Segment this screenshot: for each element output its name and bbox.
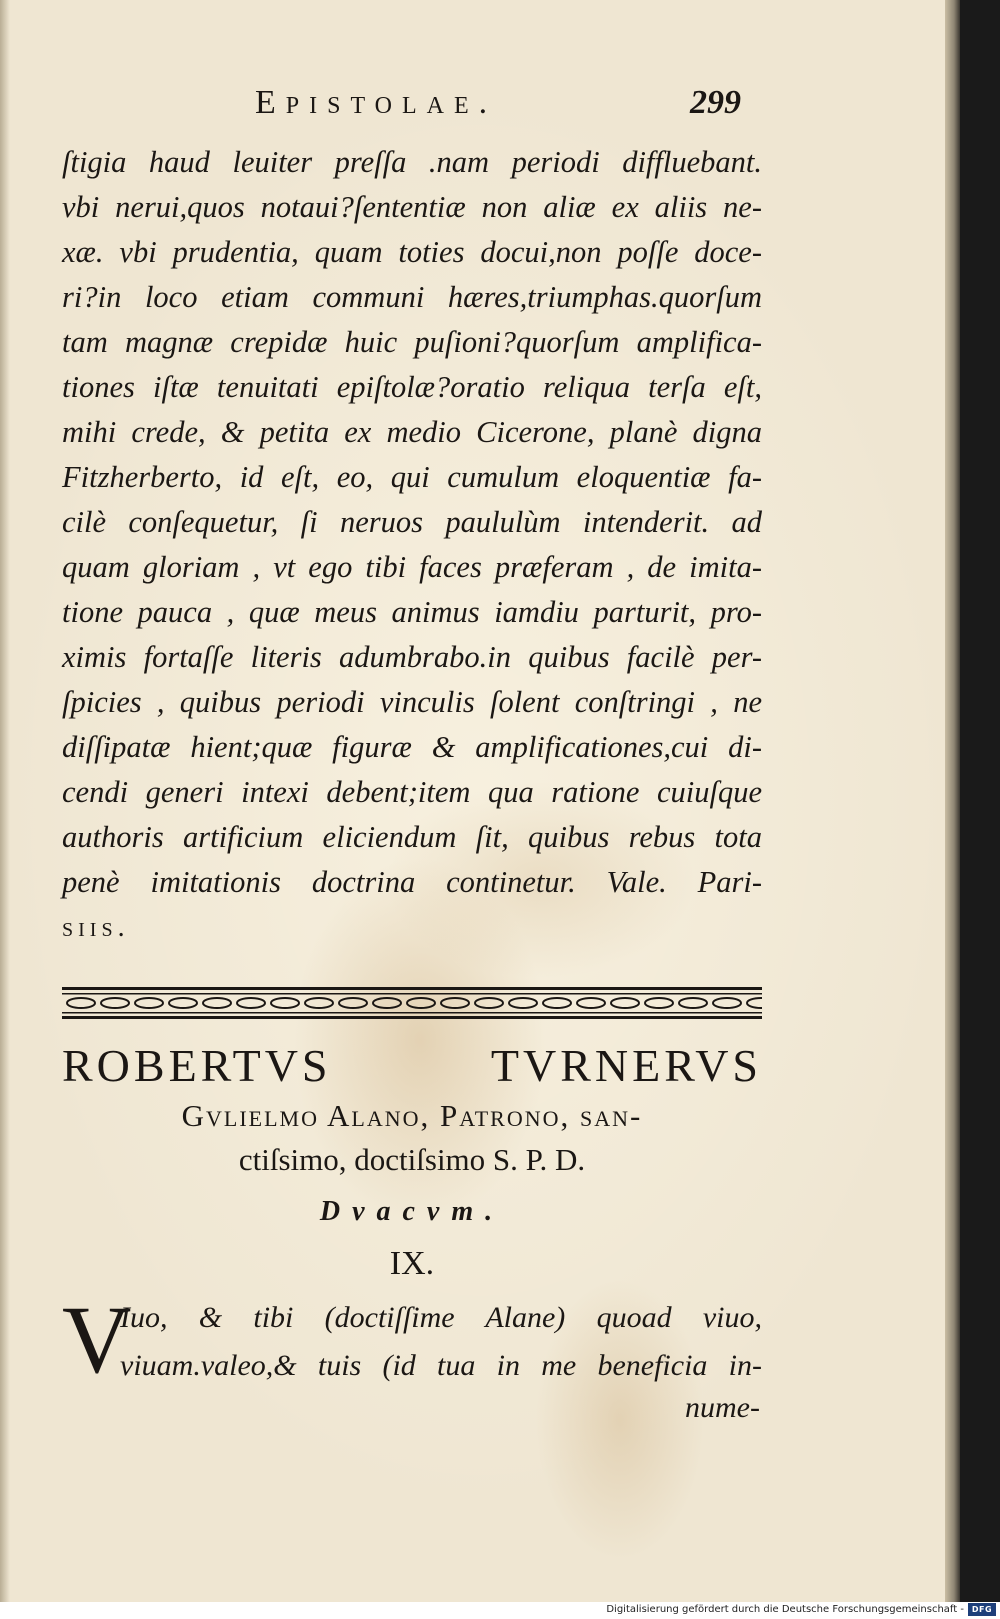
chain-link: [339, 998, 367, 1008]
drop-capital: V: [62, 1286, 132, 1393]
letter-number: IX.: [389, 1245, 435, 1282]
chain-link: [475, 998, 503, 1008]
chain-link: [543, 998, 571, 1008]
addressee-heading-line: Gvlielmo Alano, Patrono, san-: [181, 1098, 643, 1133]
chain-link: [169, 998, 197, 1008]
letter-line: viuam.valeo,& tuis (id tua in me beneficia in-: [120, 1349, 762, 1382]
chain-link: [713, 998, 741, 1008]
ornamental-rule: [62, 985, 762, 1021]
body-line: tiones iſtæ tenuitati epiſtolæ?oratio reliqua terſa eſt,: [62, 370, 762, 404]
addressee-heading-line: ctiſsimo, doctiſsimo S. P. D.: [238, 1142, 586, 1177]
body-line: Fitzherberto, id eſt, eo, qui cumulum eloquentiæ fa-: [62, 460, 762, 494]
page-fore-edge: [945, 0, 960, 1602]
body-line: cilè conſequetur, ſi neruos paululùm intenderit. ad: [62, 505, 762, 539]
body-line-last: siis.: [62, 912, 130, 943]
body-line: vbi nerui,quos notaui?ſententiæ non aliæ ex aliis ne-: [62, 190, 762, 224]
body-line: ri?in loco etiam communi hæres,triumphas.quorſum: [62, 280, 762, 314]
body-line: authoris artificium eliciendum ſit, quibus rebus tota: [62, 820, 762, 854]
chain-link: [271, 998, 299, 1008]
body-line: ximis fortaſſe literis adumbrabo.in quibus facilè per-: [62, 640, 762, 674]
body-text: [62, 140, 762, 950]
body-line: diſſipatæ hient;quæ figuræ & amplificationes,cui di-: [62, 730, 762, 764]
chain-link: [237, 998, 265, 1008]
chain-link: [373, 998, 401, 1008]
page-left-shadow: [0, 0, 10, 1602]
chain-link: [747, 998, 762, 1008]
chain-link: [407, 998, 435, 1008]
body-line: mihi crede, & petita ex medio Cicerone, planè digna: [62, 415, 762, 449]
body-line: xæ. vbi prudentia, quam toties docui,non poſſe doce-: [62, 235, 762, 269]
chain-link: [645, 998, 673, 1008]
body-line: ſpicies , quibus periodi vinculis ſolent conſtringi , ne: [62, 685, 762, 719]
chain-link: [67, 998, 95, 1008]
addressee-heading-name: ROBERTVS TVRNERVS: [62, 1040, 762, 1091]
page-number: 299: [690, 84, 741, 121]
body-line: cendi generi intexi debent;item qua ratione cuiuſque: [62, 775, 762, 809]
running-title: Epistolae.: [255, 84, 498, 121]
chain-link: [305, 998, 333, 1008]
place-name: Dvacvm.: [319, 1196, 505, 1227]
dfg-logo: DFG: [968, 1603, 996, 1616]
body-line: quam gloriam , vt ego tibi faces præferam , de imita-: [62, 550, 762, 584]
chain-link: [509, 998, 537, 1008]
body-line: tam magnæ crepidæ huic puſioni?quorſum amplifica-: [62, 325, 762, 359]
letter-line: Iuo, & tibi (doctiſſime Alane) quoad viuo,: [120, 1301, 762, 1334]
chain-link: [611, 998, 639, 1008]
catchword: nume-: [685, 1391, 760, 1424]
chain-link: [441, 998, 469, 1008]
chain-link: [679, 998, 707, 1008]
body-line: ſtigia haud leuiter preſſa .nam periodi diffluebant.: [62, 145, 762, 179]
letter-text: [120, 1294, 762, 1390]
body-line: tione pauca , quæ meus animus iamdiu parturit, pro-: [62, 595, 762, 629]
body-line: penè imitationis doctrina continetur. Vale. Pari-: [62, 865, 762, 899]
chain-link: [101, 998, 129, 1008]
chain-link: [577, 998, 605, 1008]
chain-link: [203, 998, 231, 1008]
chain-link: [135, 998, 163, 1008]
digitization-credit: Digitalisierung gefördert durch die Deutsche Forschungsgemeinschaft -: [606, 1604, 964, 1615]
